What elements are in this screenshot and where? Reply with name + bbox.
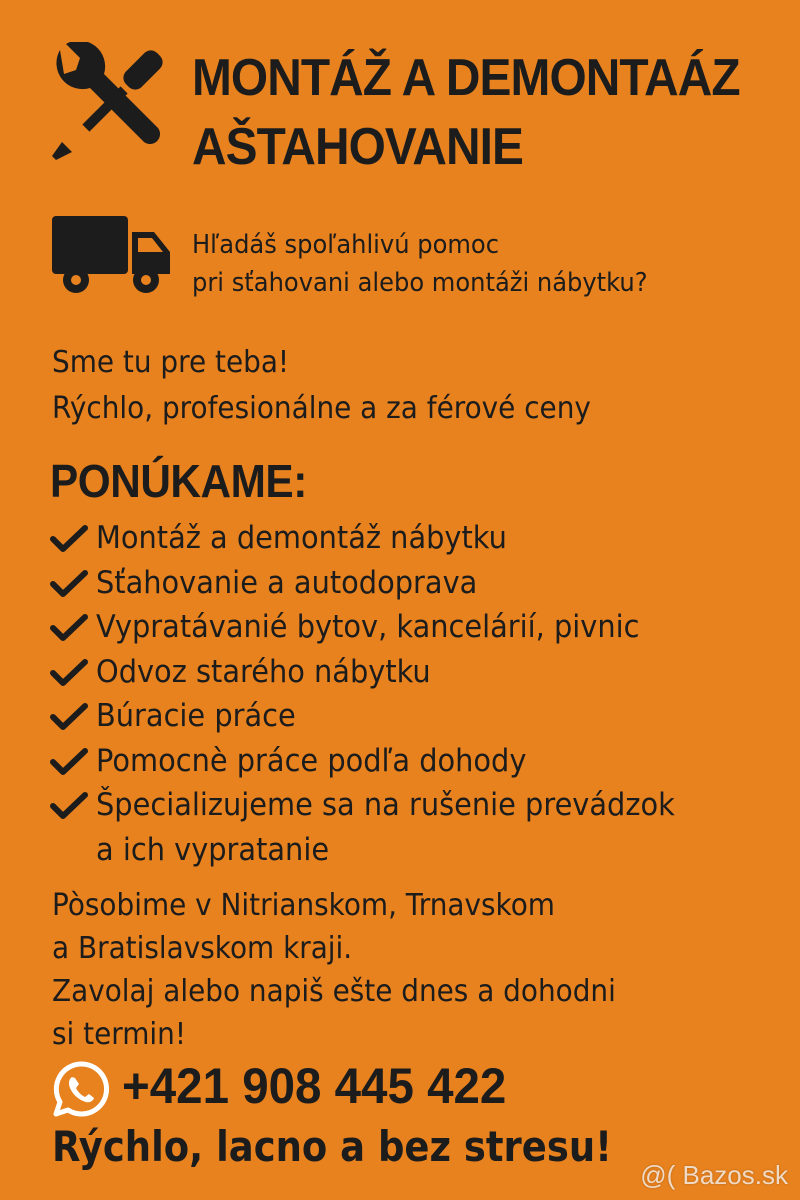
list-item	[50, 516, 790, 561]
watermark-text: Bazos.sk	[682, 1160, 788, 1190]
service-label: Vypratávanié bytov, kancelárií, pivnic	[96, 609, 640, 645]
list-item	[50, 561, 790, 606]
phone-number[interactable]: +421 908 445 422	[122, 1058, 507, 1114]
title-line-2: AŠTAHOVANIE	[192, 118, 523, 176]
check-icon	[50, 703, 88, 731]
check-icon	[50, 614, 88, 642]
watermark	[640, 1160, 788, 1190]
title-line-1: MONTÁŽ A DEMONTAÁZ	[192, 49, 740, 107]
list-item	[50, 739, 790, 784]
service-label: Odvoz starého nábytku	[96, 653, 431, 690]
service-area-text: Pòsobime v Nitrianskom, Trnavskom a Bratislavskom kraji. Zavolaj alebo napiš ešte dnes a dohodni si termin!	[52, 888, 616, 1052]
services-list	[50, 516, 790, 872]
whatsapp-icon	[52, 1060, 110, 1118]
list-item	[50, 650, 790, 695]
service-label: Sťahovanie a autodoprava	[96, 564, 478, 601]
list-item	[50, 694, 790, 739]
slogan: Rýchlo, lacno a bez stresu!	[52, 1122, 613, 1171]
offer-heading: PONÚKAME:	[50, 455, 307, 507]
check-icon	[50, 792, 88, 820]
intro-line-2: Rýchlo, profesionálne a za férové ceny	[52, 391, 591, 426]
question-line-2: pri sťahovani alebo montáži nábytku?	[192, 268, 648, 298]
truck-icon	[52, 212, 170, 298]
service-label: Špecializujeme sa na rušenie prevádzok a ich vypratanie	[96, 787, 675, 868]
page-title	[192, 44, 740, 182]
check-icon	[50, 659, 88, 687]
intro-line-1: Sme tu pre teba!	[52, 345, 290, 380]
check-icon	[50, 525, 88, 553]
check-icon	[50, 748, 88, 776]
intro-text	[52, 340, 591, 432]
list-item	[50, 783, 790, 872]
wrench-screwdriver-icon	[48, 42, 170, 164]
watermark-prefix: @(	[640, 1160, 676, 1190]
service-label: Montáž a demontáž nábytku	[96, 520, 507, 556]
question-line-1: Hľadáš spoľahlivú pomoc	[192, 230, 500, 260]
question-text	[192, 226, 648, 302]
check-icon	[50, 570, 88, 598]
service-label: Pomocnè práce podľa dohody	[96, 742, 527, 779]
service-label: Búracie práce	[96, 698, 296, 734]
list-item	[50, 605, 790, 650]
